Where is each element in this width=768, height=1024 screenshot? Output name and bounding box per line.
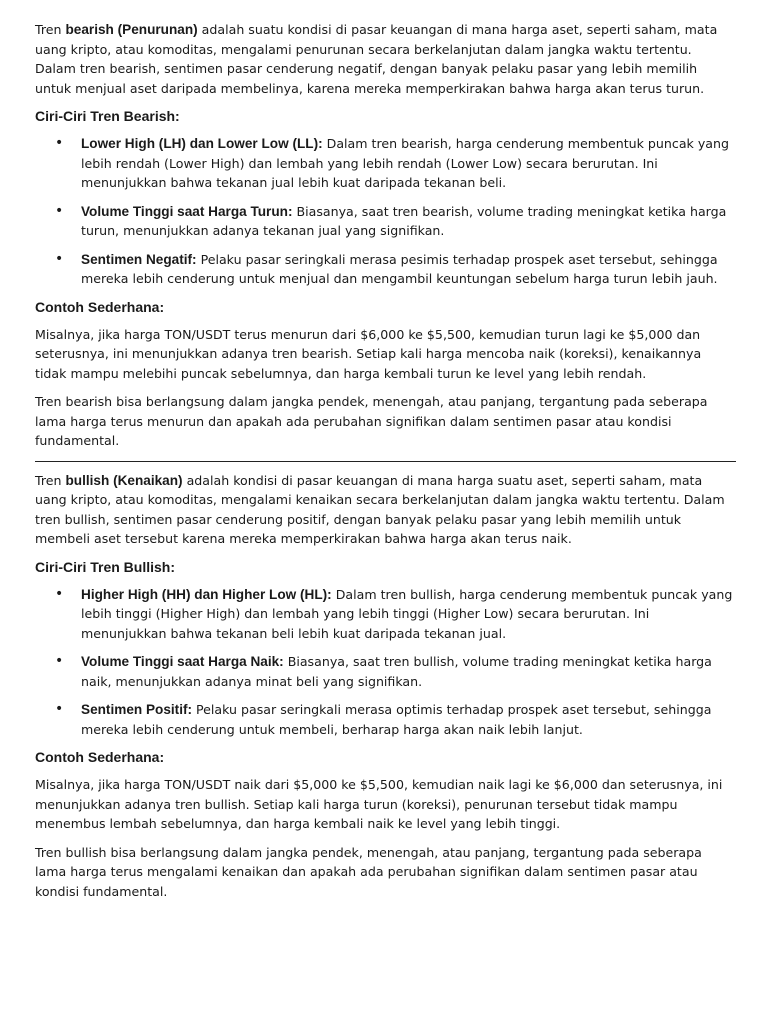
bullish-intro-text: adalah kondisi di pasar keuangan di mana harga suatu aset, seperti saham, mata uang kripto, atau komoditas, mengalami kenaikan secara berkelanjutan dalam jangka waktu tertentu. Dalam tren bullish, sentimen pasar cenderung positif, dengan banyak pelaku pasar yang lebih memilih untuk membeli aset tersebut karena mereka memperkirakan bahwa harga akan terus naik.: [35, 472, 725, 546]
bearish-intro-paragraph: [35, 20, 736, 98]
bearish-section: [35, 20, 736, 451]
list-item-term: Sentimen Negatif:: [81, 251, 197, 267]
bullet-icon: •: [55, 202, 64, 219]
list-item-term: Higher High (HH) dan Higher Low (HL):: [81, 586, 332, 602]
bearish-intro-term: bearish (Penurunan): [65, 22, 198, 37]
bearish-example-heading: Contoh Sederhana:: [35, 298, 165, 315]
list-item-term: Volume Tinggi saat Harga Turun:: [81, 203, 293, 219]
bullish-intro-term: bullish (Kenaikan): [65, 472, 183, 488]
list-item: [35, 202, 736, 241]
list-item-term: Lower High (LH) dan Lower Low (LL):: [81, 136, 323, 151]
bearish-closing-paragraph: Tren bearish bisa berlangsung dalam jangka pendek, menengah, atau panjang, tergantung pada seberapa lama harga terus menurun dan apakah ada perubahan signifikan dalam sentimen pasar atau kondisi fundamental.: [35, 394, 708, 448]
bearish-characteristics-list: [35, 134, 736, 289]
list-item-text: Dalam tren bearish, harga cenderung membentuk puncak yang lebih rendah (Lower High) dan lembah yang lebih rendah (Lower Low) secara berurutan. Ini menunjukkan bahwa tekanan jual lebih kuat daripada tekanan beli.: [81, 136, 729, 190]
list-item: [35, 134, 736, 193]
list-item-text: Biasanya, saat tren bearish, volume trading meningkat ketika harga turun, menunjukkan adanya tekanan jual yang signifikan.: [81, 203, 727, 238]
bullish-characteristics-list: [35, 585, 736, 740]
bullish-example-heading: Contoh Sederhana:: [35, 749, 165, 765]
bullish-characteristics-heading: Ciri-Ciri Tren Bullish:: [35, 558, 176, 575]
bearish-characteristics-heading: Ciri-Ciri Tren Bearish:: [35, 108, 180, 124]
bullish-example-paragraph: Misalnya, jika harga TON/USDT naik dari $5,000 ke $5,500, kemudian naik lagi ke $6,000 dan seterusnya, ini menunjukkan adanya tren bullish. Setiap kali harga turun (koreksi), penurunan tersebut tidak mampu menembus lembah sebelumnya, dan harga kembali naik ke level yang lebih tinggi.: [35, 777, 723, 831]
bearish-intro-text: adalah suatu kondisi di pasar keuangan di mana harga aset, seperti saham, mata uang kripto, atau komoditas, mengalami penurunan secara berkelanjutan dalam jangka waktu tertentu. Dalam tren bearish, sentimen pasar cenderung negatif, dengan banyak pelaku pasar yang lebih memilih untuk menjual aset daripada membelinya, karena mereka memperkirakan bahwa harga akan terus turun.: [35, 22, 718, 96]
list-item-text: Biasanya, saat tren bullish, volume trading meningkat ketika harga naik, menunjukkan adanya minat beli yang signifikan.: [81, 654, 712, 689]
list-item-text: Dalam tren bullish, harga cenderung membentuk puncak yang lebih tinggi (Higher High) dan lembah yang lebih tinggi (Higher Low) secara berurutan. Ini menunjukkan bahwa tekanan beli lebih kuat daripada tekanan jual.: [81, 586, 733, 641]
bullish-closing-paragraph: Tren bullish bisa berlangsung dalam jangka pendek, menengah, atau panjang, tergantung pada seberapa lama harga terus mengalami kenaikan dan apakah ada perubahan signifikan dalam sentimen pasar atau kondisi fundamental.: [35, 844, 702, 899]
list-item-term: Volume Tinggi saat Harga Naik:: [81, 654, 284, 669]
bearish-example-paragraph: Misalnya, jika harga TON/USDT terus menurun dari $6,000 ke $5,500, kemudian turun lagi ke $5,000 dan seterusnya, ini menunjukkan adanya tren bearish. Setiap kali harga mencoba naik (koreksi), kenaikannya tidak mampu melebihi puncak sebelumnya, dan harga kembali turun ke level yang lebih rendah.: [35, 326, 702, 381]
bullet-icon: •: [55, 135, 64, 151]
bearish-intro-prefix: Tren: [35, 22, 66, 37]
list-item: [35, 700, 736, 739]
list-item-text: Pelaku pasar seringkali merasa optimis terhadap prospek aset tersebut, sehingga mereka lebih cenderung untuk membeli, berharap harga akan naik lebih lanjut.: [81, 702, 712, 737]
bullish-section: [35, 471, 736, 902]
list-item: [35, 250, 736, 289]
bullet-icon: •: [55, 585, 64, 602]
bullet-icon: •: [55, 250, 64, 267]
section-divider: [35, 461, 736, 462]
bullet-icon: •: [55, 701, 64, 717]
list-item-term: Sentimen Positif:: [81, 702, 193, 717]
bullish-intro-paragraph: [35, 471, 736, 549]
list-item: [35, 652, 736, 691]
list-item-text: Pelaku pasar seringkali merasa pesimis terhadap prospek aset tersebut, sehingga mereka lebih cenderung untuk menjual dan mengambil keuntungan sebelum harga turun lebih jauh.: [81, 251, 718, 286]
list-item: [35, 585, 736, 644]
bullet-icon: •: [55, 653, 64, 669]
bullish-intro-prefix: Tren: [35, 472, 66, 488]
